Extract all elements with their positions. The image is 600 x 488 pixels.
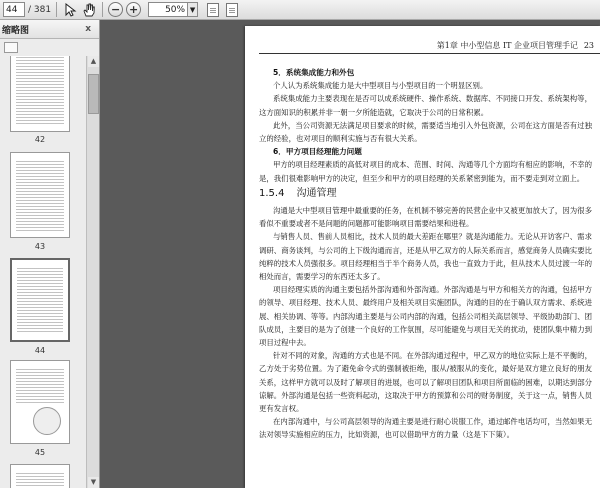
chevron-down-icon[interactable]: ▼: [188, 2, 198, 17]
thumbnail-scrollbar[interactable]: [86, 56, 99, 488]
scroll-up-icon[interactable]: ▲: [88, 56, 99, 67]
toolbar-divider: [56, 2, 57, 17]
thumbnail-label: 44: [34, 346, 46, 355]
fit-page-button[interactable]: [205, 2, 221, 18]
section-title: 沟通管理: [296, 187, 337, 199]
scroll-down-icon[interactable]: ▼: [88, 477, 99, 488]
page-number: 23: [583, 41, 594, 50]
page-number-input[interactable]: 44: [3, 2, 25, 17]
thumbnail-page-44[interactable]: [10, 258, 70, 342]
section-number: 1.5.4: [259, 187, 285, 199]
body-paragraph: 项目经理实质的沟通主要包括外部沟通和外部沟通。外部沟通是与甲方和相关方的沟通，包括甲方的领导、项目经理、技术人员、最终用户及相关项目实施团队，沟通的目的在于确认双方需求、系统进展、相关协调、等等。内部沟通主要是与公司内部的沟通，包括公司相关高层领导、平级协助部门、团队成员，主要目的是为了创建一个良好的工作氛围，尽可能避免与项目无关的扰动，使团队集中精力到项目过程中去。: [259, 285, 592, 348]
section-heading: [259, 187, 592, 200]
thumbnail-label: 42: [34, 135, 46, 144]
fit-width-button[interactable]: [224, 2, 240, 18]
body-paragraph: 沟通是大中型项目管理中最重要的任务，在机制不够完善的民营企业中又被更加放大了，因为很多看似不重要或者不是问题的问题都可能影响项目需要结果和进程。: [259, 206, 592, 229]
thumbnail-page-43[interactable]: [10, 152, 70, 238]
body-paragraph: 此外，当公司资源无法满足项目要求的时候，需要适当地引入外包资源，公司在这方面是否有过独立的经验，也对项目的顺利实施与否有很大关系。: [259, 120, 592, 144]
page-total: / 381: [28, 4, 52, 15]
thumbnail-panel-title: 缩略图: [2, 25, 30, 36]
toolbar-divider: [102, 2, 103, 17]
hand-icon[interactable]: [81, 2, 97, 18]
thumbnail-toolbar: [0, 39, 99, 55]
body-paragraph: 个人认为系统集成能力是大中型项目与小型项目的一个明显区别。: [273, 81, 488, 91]
thumbnail-panel: [0, 20, 100, 488]
page-header: 第1章 中小型信息 IT 企业项目管理手记: [259, 40, 600, 54]
fit-width-icon: [226, 3, 238, 17]
subsection-heading: 6．甲方项目经理能力问题: [273, 147, 362, 157]
body-paragraph: 与销售人员、售前人员相比，技术人员的最大差距在哪里？就是沟通能力。无论从开访客户、需求调研、商务谈判，与公司的上下级沟通而言，还是从甲乙双方的人际关系而言，感觉商务人员确实要比纯粹的技术人员强很多。项目经理相当于半个商务人员，我也一直致力于此，但从技术人员过渡一年的相处而言，需要学习的东西还太多了。: [259, 232, 592, 282]
subsection-heading: 5．系统集成能力和外包: [273, 68, 355, 77]
thumbnail-label: 43: [34, 242, 46, 251]
thumbnail-page-45[interactable]: [10, 360, 70, 444]
thumbnail-diagram: [33, 407, 61, 435]
scrollbar-thumb[interactable]: [88, 74, 99, 114]
thumbnail-page-42[interactable]: [10, 56, 70, 132]
body-paragraph: 系统集成能力主要表现在是否可以成系统硬件、操作系统、数据库、不同接口开发、系统架构等，这方面知识的积累并非一朝一夕所能造就，它取决于公司的日常积累。: [259, 94, 592, 117]
document-page: [245, 26, 600, 488]
zoom-out-button[interactable]: −: [108, 2, 123, 17]
thumbnail-panel-header: [0, 20, 99, 39]
text-select-icon[interactable]: [62, 2, 78, 18]
page-content: [259, 66, 592, 442]
thumbnail-label: 45: [34, 448, 46, 457]
toolbar: [0, 0, 600, 20]
body-paragraph: 甲方的项目经理素质的高低对项目的成本、范围、时间、沟通等几个方面均有相应的影响，不幸的是，我们很难影响甲方的决定，但至少和甲方的项目经理的关系紧密到能为，而不要走到对立面上。: [259, 160, 592, 183]
zoom-select[interactable]: 50%: [148, 2, 188, 17]
thumbnail-list: [0, 56, 86, 488]
options-icon[interactable]: [4, 42, 18, 53]
zoom-in-button[interactable]: +: [126, 2, 141, 17]
fit-page-icon: [207, 3, 219, 17]
body-paragraph: 在内部沟通中，与公司高层领导的沟通主要是进行耐心说服工作，通过邮件电话均可，当然如果无法对领导实施相应的压力，比如资源，也可以借助甲方的力量（这是下下策）。: [259, 417, 592, 440]
body-paragraph: 针对不同的对象，沟通的方式也是不同。在外部沟通过程中，甲乙双方的地位实际上是不平衡的，乙方处于劣势位置。为了避免命令式的强制被拒绝，服从/被服从的变化，最好是双方建立良好的朋友关系，这样甲方就可以及时了解项目的进展，也可以了解项目团队和项目所面临的困难，以期达到部分谅解。外部沟通是包括一些资料起动，这取决于甲方的预算和公司的财务制度，关于这一点，销售人员更有发言权。: [259, 351, 592, 414]
thumbnail-page-46[interactable]: [10, 464, 70, 488]
close-icon[interactable]: x: [85, 24, 91, 34]
